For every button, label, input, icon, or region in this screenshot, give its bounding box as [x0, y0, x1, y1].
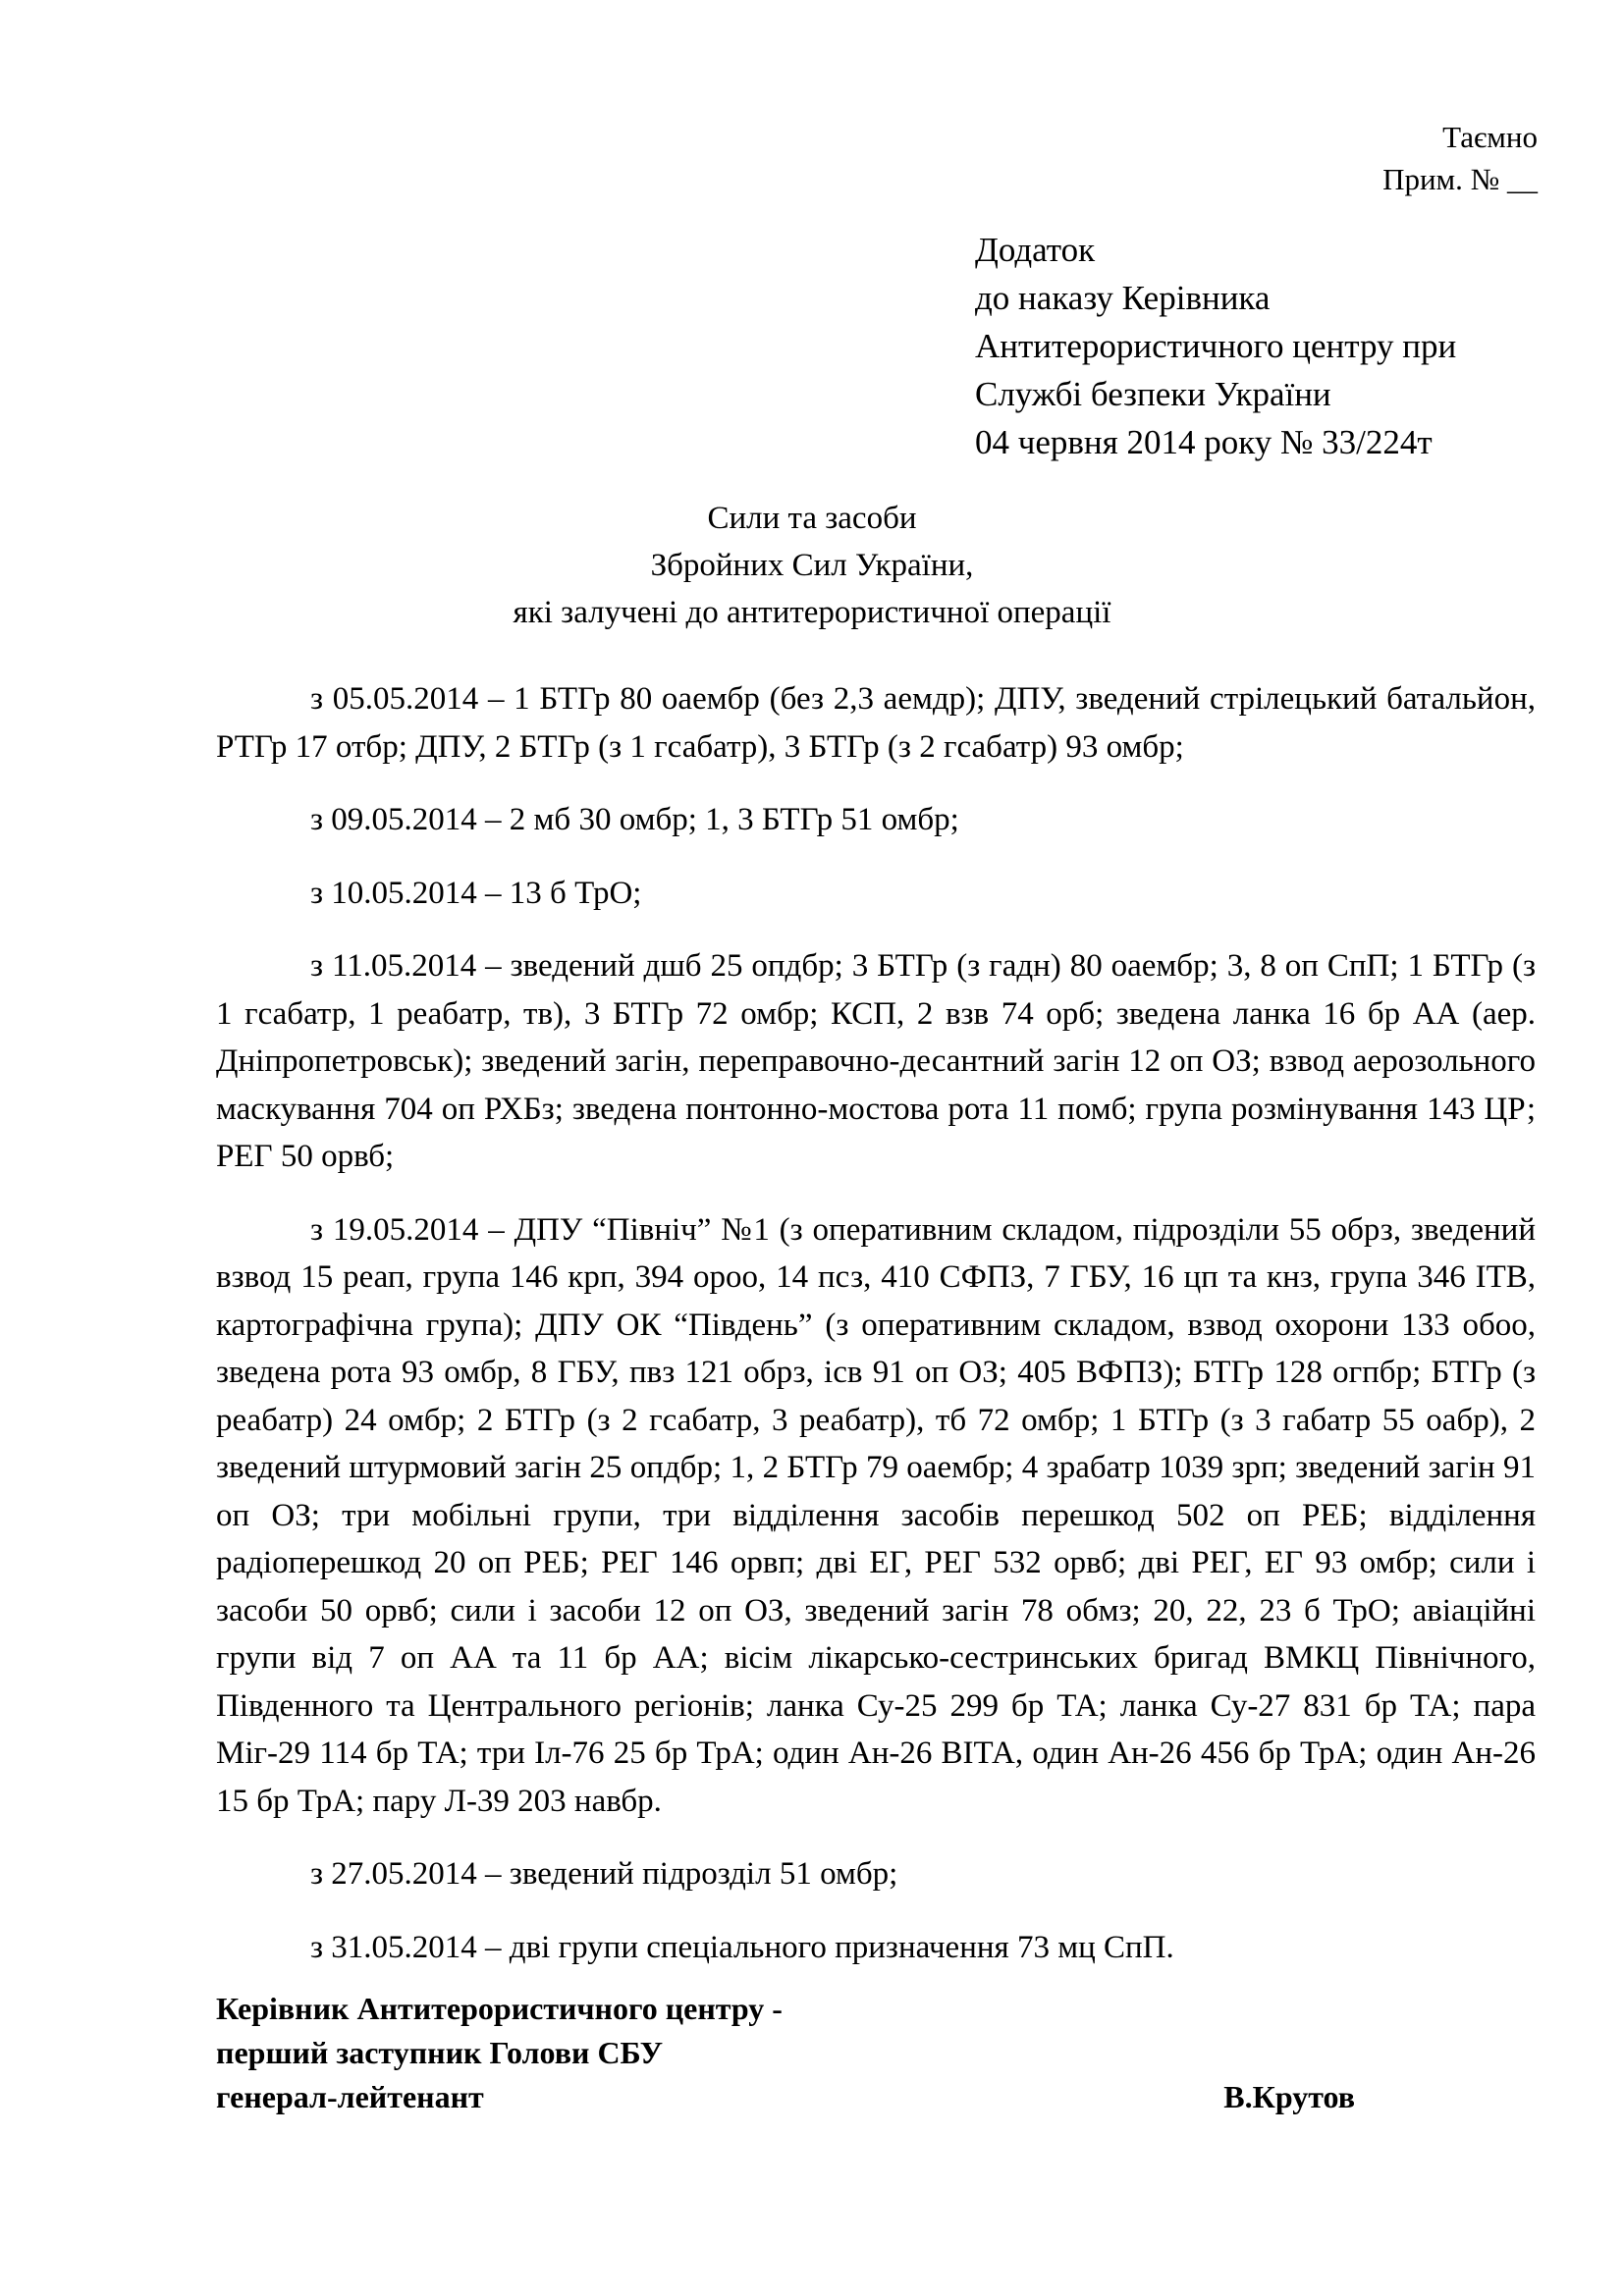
body-paragraph: з 31.05.2014 – дві групи спеціального призначення 73 мц СпП. [310, 1929, 1174, 1965]
annex-line: до наказу Керівника [975, 279, 1271, 317]
document-title [196, 495, 1428, 636]
body-paragraph: з 05.05.2014 – 1 БТГр 80 оаембр (без 2,3 аемдр); ДПУ, зведений стрілецький батальйон, РТГр 17 отбр; ДПУ, 2 БТГр (з 1 гсабатр), 3 БТГр (з 2 гсабатр) 93 омбр; [216, 681, 1536, 765]
annex-block [975, 226, 1564, 466]
annex-line: 04 червня 2014 року № 33/224т [975, 423, 1433, 461]
classification-label: Таємно [1442, 120, 1538, 154]
body-paragraph: з 09.05.2014 – 2 мб 30 омбр; 1, 3 БТГр 51 омбр; [310, 802, 959, 837]
body-paragraph: з 19.05.2014 – ДПУ “Північ” №1 (з оперативним складом, підрозділи 55 обрз, зведений взвод 15 реап, група 146 крп, 394 ороо, 14 псз, 410 СФПЗ, 7 ГБУ, 16 цп та кнз, група 346 ІТВ, картографічна група); ДПУ ОК “Південь” (з оперативним складом, взвод охорони 133 обоо, зведена рота 93 омбр, 8 ГБУ, пвз 121 обрз, ісв 91 оп ОЗ; 405 ВФПЗ); БТГр 128 огпбр; БТГр (з реабатр) 24 омбр; 2 БТГр (з 2 гсабатр, 3 реабатр), тб 72 омбр; 1 БТГр (з 3 габатр 55 оабр), 2 зведений штурмовий загін 25 опдбр; 1, 2 БТГр 79 оаембр; 4 зрабатр 1039 зрп; зведений загін 91 оп ОЗ; три мобільні групи, три відділення засобів перешкод 502 оп РЕБ; відділення радіоперешкод 20 оп РЕБ; РЕГ 146 орвп; дві ЕГ, РЕГ 532 орвб; дві РЕГ, ЕГ 93 омбр; сили і засоби 50 орвб; сили і засоби 12 оп ОЗ, зведений загін 78 обмз; 20, 22, 23 б ТрО; авіаційні групи від 7 оп АА та 11 бр АА; вісім лікарсько-сестринських бригад ВМКЦ Північного, Південного та Центрального регіонів; ланка Су-25 299 бр ТА; ланка Су-27 831 бр ТА; пара Міг-29 114 бр ТА; три Іл-76 25 бр ТрА; один Ан-26 ВІТА, один Ан-26 456 бр ТрА; один Ан-26 15 бр ТрА; пару Л-39 203 навбр. [216, 1211, 1536, 1819]
signature-block [216, 1987, 1355, 2119]
annex-line: Службі безпеки України [975, 375, 1331, 413]
annex-line: Антитерористичного центру при [975, 327, 1457, 365]
signatory-rank: генерал-лейтенант [216, 2079, 484, 2114]
body-paragraph: з 27.05.2014 – зведений підрозділ 51 омбр; [310, 1856, 898, 1892]
document-body [216, 675, 1536, 1997]
body-paragraph: з 11.05.2014 – зведений дшб 25 опдбр; 3 БТГр (з гадн) 80 оаембр; 3, 8 оп СпП; 1 БТГр (з 1 гсабатр, 1 реабатр, тв), 3 БТГр 72 омбр; КСП, 2 взв 74 орб; зведена ланка 16 бр АА (аер. Дніпропетровськ); зведений загін, переправочно-десантний загін 12 оп ОЗ; взвод аерозольного маскування 704 оп РХБз; зведена понтонно-мостова рота 11 помб; група розмінування 143 ЦР; РЕГ 50 орвб; [216, 948, 1536, 1174]
classification-header [1382, 116, 1538, 200]
signatory-name: В.Крутов [1223, 2079, 1355, 2114]
body-paragraph: з 10.05.2014 – 13 б ТрО; [310, 875, 642, 911]
annex-line: Додаток [975, 231, 1096, 269]
signatory-title-line: перший заступник Голови СБУ [216, 2035, 664, 2070]
title-line: які залучені до антитерористичної операції [513, 595, 1111, 630]
copy-number: Прим. № __ [1382, 162, 1538, 196]
signatory-title-line: Керівник Антитерористичного центру - [216, 1991, 783, 2026]
title-line: Сили та засоби [707, 501, 917, 536]
title-line: Збройних Сил України, [650, 548, 974, 583]
